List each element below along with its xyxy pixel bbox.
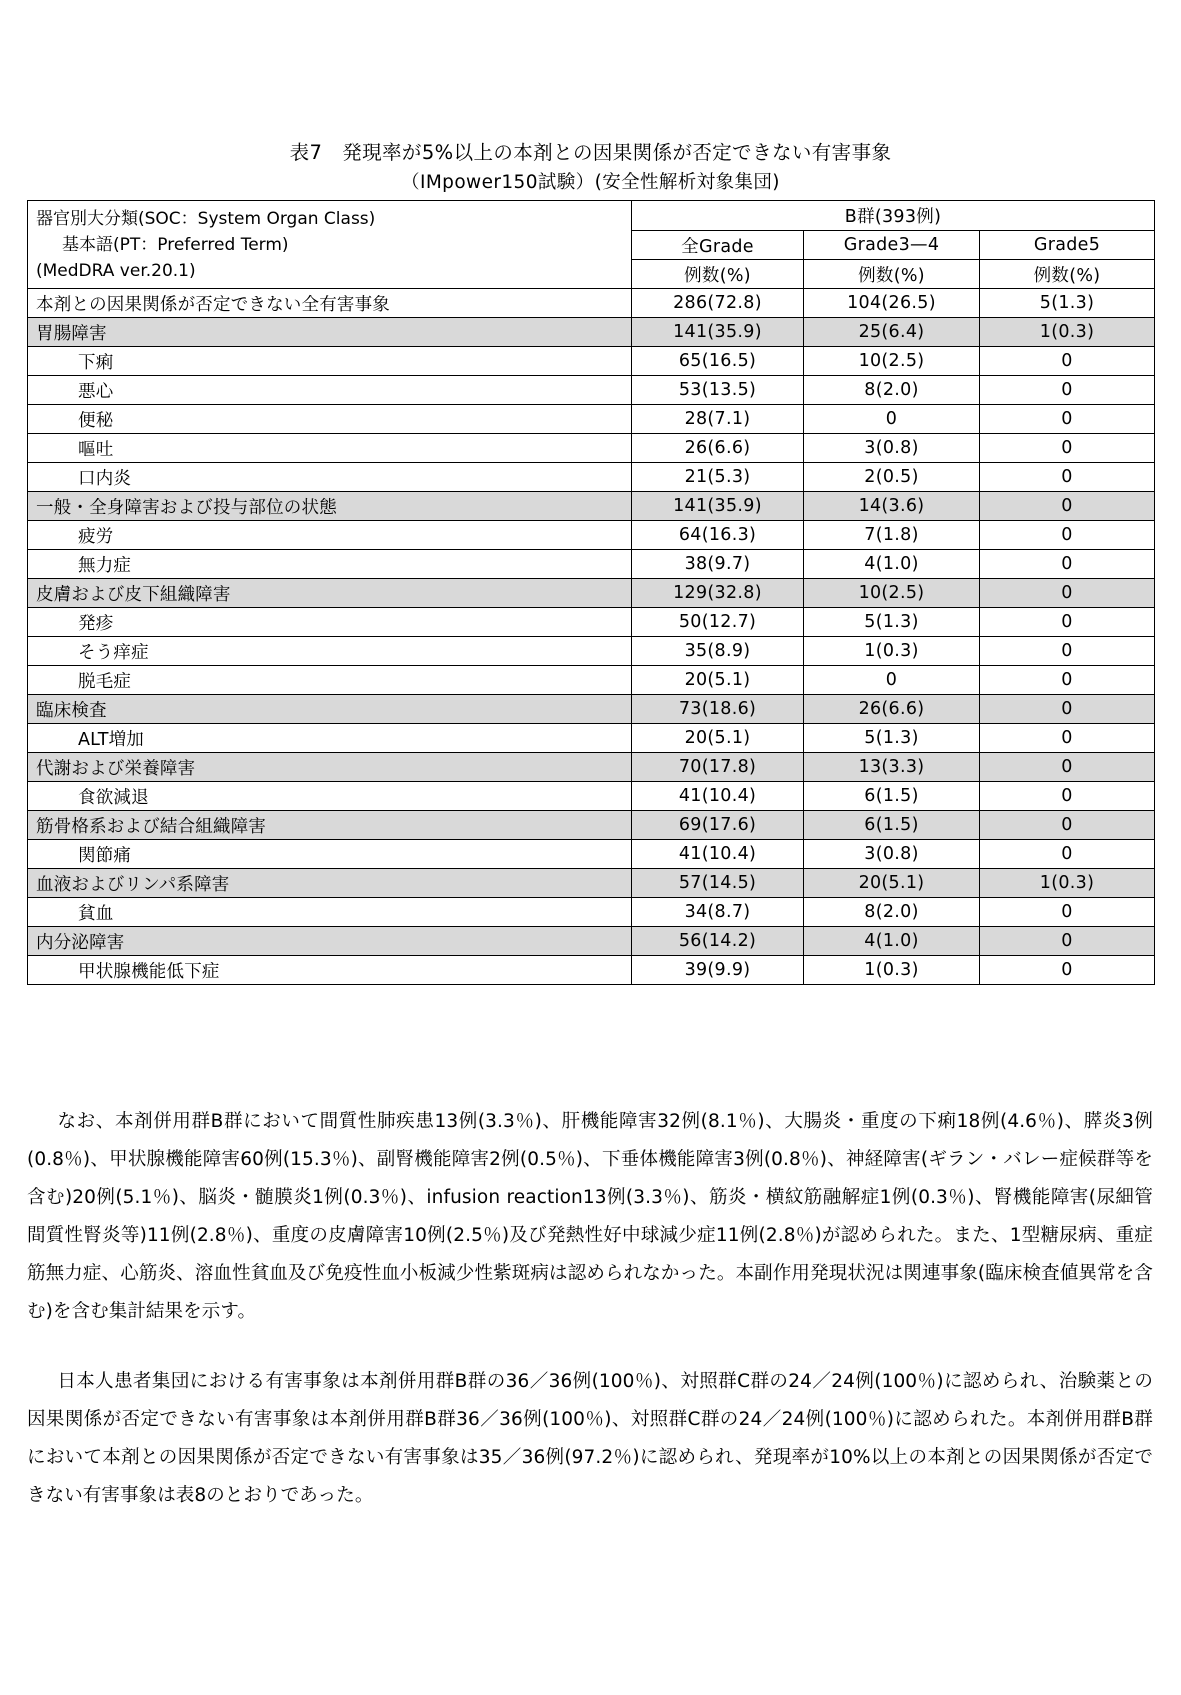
cell-g5: 0 xyxy=(980,927,1155,956)
cell-g34: 14(3.6) xyxy=(804,492,980,521)
cell-g34: 26(6.6) xyxy=(804,695,980,724)
cell-g5: 0 xyxy=(980,695,1155,724)
table-row xyxy=(28,347,1155,376)
cell-g5: 0 xyxy=(980,666,1155,695)
cell-all: 38(9.7) xyxy=(632,550,804,579)
header-count-all: 例数(%) xyxy=(632,260,804,289)
cell-all: 28(7.1) xyxy=(632,405,804,434)
table-row xyxy=(28,811,1155,840)
soc-term-cell: 胃腸障害 xyxy=(28,318,632,347)
table-row xyxy=(28,434,1155,463)
pt-term-cell: 貧血 xyxy=(28,898,632,927)
cell-g34: 104(26.5) xyxy=(804,289,980,318)
pt-term-cell: 下痢 xyxy=(28,347,632,376)
table-row xyxy=(28,376,1155,405)
header-grade-5: Grade5 xyxy=(980,231,1155,260)
cell-all: 21(5.3) xyxy=(632,463,804,492)
table-title-line1: 表7 発現率が5%以上の本剤との因果関係が否定できない有害事象 xyxy=(289,141,892,164)
cell-g34: 5(1.3) xyxy=(804,724,980,753)
table-row xyxy=(28,666,1155,695)
cell-g5: 0 xyxy=(980,637,1155,666)
cell-all: 286(72.8) xyxy=(632,289,804,318)
table-title-line2: （IMpower150試験）(安全性解析対象集団) xyxy=(401,172,780,193)
cell-all: 141(35.9) xyxy=(632,492,804,521)
pt-term-cell: 関節痛 xyxy=(28,840,632,869)
soc-term-cell: 臨床検査 xyxy=(28,695,632,724)
header-count-3-4: 例数(%) xyxy=(804,260,980,289)
table-row xyxy=(28,289,1155,318)
cell-g34: 10(2.5) xyxy=(804,347,980,376)
cell-g5: 0 xyxy=(980,956,1155,985)
header-term-line1: 器官別大分類(SOC：System Organ Class) xyxy=(36,208,376,229)
pt-term-cell: 口内炎 xyxy=(28,463,632,492)
cell-all: 141(35.9) xyxy=(632,318,804,347)
cell-all: 53(13.5) xyxy=(632,376,804,405)
cell-g5: 0 xyxy=(980,463,1155,492)
pt-term-cell: 発疹 xyxy=(28,608,632,637)
cell-g5: 0 xyxy=(980,840,1155,869)
cell-g5: 0 xyxy=(980,376,1155,405)
soc-term-cell: 内分泌障害 xyxy=(28,927,632,956)
cell-g34: 7(1.8) xyxy=(804,521,980,550)
cell-g34: 10(2.5) xyxy=(804,579,980,608)
pt-term-cell: ALT増加 xyxy=(28,724,632,753)
cell-all: 26(6.6) xyxy=(632,434,804,463)
cell-g5: 0 xyxy=(980,724,1155,753)
table-row xyxy=(28,405,1155,434)
table-body xyxy=(28,289,1155,985)
table-row xyxy=(28,318,1155,347)
cell-g5: 1(0.3) xyxy=(980,869,1155,898)
cell-g34: 3(0.8) xyxy=(804,840,980,869)
header-row-group xyxy=(28,201,1155,231)
pt-term-cell: 便秘 xyxy=(28,405,632,434)
paragraph-1-text: なお、本剤併用群B群において間質性肺疾患13例(3.3％)、肝機能障害32例(8.1％)、大腸炎・重度の下痢18例(4.6％)、膵炎3例(0.8％)、甲状腺機能障害60例(15.3％)、副腎機能障害2例(0.5％)、下垂体機能障害3例(0.8％)、神経障害(ギラン・バレー症候群等を含む)20例(5.1％)、脳炎・髄膜炎1例(0.3％)、infusion reaction13例(3.3％)、筋炎・横紋筋融解症1例(0.3％)、腎機能障害(尿細管間質性腎炎等)11例(2.8％)、重度の皮膚障害10例(2.5％)及び発熱性好中球減少症11例(2.8％)が認められた。また、1型糖尿病、重症筋無力症、心筋炎、溶血性貧血及び免疫性血小板減少性紫斑病は認められなかった。本副作用発現状況は関連事象(臨床検査値異常を含む)を含む集計結果を示す。 xyxy=(27,1111,1153,1322)
table-row xyxy=(28,724,1155,753)
cell-g5: 0 xyxy=(980,782,1155,811)
table-header xyxy=(28,201,1155,289)
cell-all: 129(32.8) xyxy=(632,579,804,608)
table-row xyxy=(28,840,1155,869)
adverse-events-table xyxy=(27,200,1155,985)
pt-term-cell: 脱毛症 xyxy=(28,666,632,695)
pt-term-cell: 甲状腺機能低下症 xyxy=(28,956,632,985)
cell-g5: 0 xyxy=(980,898,1155,927)
cell-g5: 5(1.3) xyxy=(980,289,1155,318)
cell-all: 34(8.7) xyxy=(632,898,804,927)
table-row xyxy=(28,695,1155,724)
cell-all: 50(12.7) xyxy=(632,608,804,637)
cell-all: 56(14.2) xyxy=(632,927,804,956)
table-title xyxy=(0,138,1181,198)
cell-g34: 25(6.4) xyxy=(804,318,980,347)
pt-term-cell: 疲労 xyxy=(28,521,632,550)
cell-g34: 1(0.3) xyxy=(804,956,980,985)
table-row xyxy=(28,579,1155,608)
cell-g34: 0 xyxy=(804,405,980,434)
pt-term-cell: そう痒症 xyxy=(28,637,632,666)
paragraph-2-text: 日本人患者集団における有害事象は本剤併用群B群の36／36例(100％)、対照群C群の24／24例(100％)に認められ、治験薬との因果関係が否定できない有害事象は本剤併用群B群36／36例(100％)、対照群C群の24／24例(100％)に認められた。本剤併用群B群において本剤との因果関係が否定できない有害事象は35／36例(97.2％)に認められ、発現率が10%以上の本剤との因果関係が否定できない有害事象は表8のとおりであった。 xyxy=(27,1371,1153,1506)
cell-g5: 0 xyxy=(980,608,1155,637)
cell-g34: 4(1.0) xyxy=(804,550,980,579)
soc-term-cell: 皮膚および皮下組織障害 xyxy=(28,579,632,608)
soc-term-cell: 代謝および栄養障害 xyxy=(28,753,632,782)
pt-term-cell: 無力症 xyxy=(28,550,632,579)
paragraph-additional-events xyxy=(27,1103,1153,1331)
cell-all: 70(17.8) xyxy=(632,753,804,782)
cell-g5: 0 xyxy=(980,753,1155,782)
table-row xyxy=(28,956,1155,985)
total-term-cell: 本剤との因果関係が否定できない全有害事象 xyxy=(28,289,632,318)
cell-g5: 0 xyxy=(980,434,1155,463)
cell-all: 65(16.5) xyxy=(632,347,804,376)
pt-term-cell: 嘔吐 xyxy=(28,434,632,463)
soc-term-cell: 血液およびリンパ系障害 xyxy=(28,869,632,898)
header-grade-3-4: Grade3—4 xyxy=(804,231,980,260)
cell-g5: 0 xyxy=(980,521,1155,550)
paragraph-japanese-subgroup xyxy=(27,1363,1153,1515)
cell-all: 41(10.4) xyxy=(632,782,804,811)
cell-all: 57(14.5) xyxy=(632,869,804,898)
soc-term-cell: 筋骨格系および結合組織障害 xyxy=(28,811,632,840)
cell-all: 20(5.1) xyxy=(632,724,804,753)
cell-g5: 0 xyxy=(980,405,1155,434)
soc-term-cell: 一般・全身障害および投与部位の状態 xyxy=(28,492,632,521)
cell-g34: 3(0.8) xyxy=(804,434,980,463)
table-row xyxy=(28,869,1155,898)
header-grade-all: 全Grade xyxy=(632,231,804,260)
cell-g34: 6(1.5) xyxy=(804,782,980,811)
cell-g34: 6(1.5) xyxy=(804,811,980,840)
cell-g34: 4(1.0) xyxy=(804,927,980,956)
cell-all: 20(5.1) xyxy=(632,666,804,695)
cell-g34: 1(0.3) xyxy=(804,637,980,666)
table-row xyxy=(28,521,1155,550)
table-row xyxy=(28,463,1155,492)
cell-all: 39(9.9) xyxy=(632,956,804,985)
table-row xyxy=(28,550,1155,579)
table-row xyxy=(28,782,1155,811)
cell-g5: 0 xyxy=(980,492,1155,521)
cell-all: 73(18.6) xyxy=(632,695,804,724)
header-group-label: B群(393例) xyxy=(632,201,1155,231)
header-term-line2: 基本語(PT：Preferred Term) xyxy=(62,234,289,255)
adverse-events-table-container xyxy=(27,200,1154,985)
table-row xyxy=(28,492,1155,521)
cell-all: 41(10.4) xyxy=(632,840,804,869)
table-row xyxy=(28,753,1155,782)
cell-g34: 20(5.1) xyxy=(804,869,980,898)
table-row xyxy=(28,898,1155,927)
table-row xyxy=(28,608,1155,637)
cell-g5: 0 xyxy=(980,579,1155,608)
pt-term-cell: 食欲減退 xyxy=(28,782,632,811)
table-row xyxy=(28,927,1155,956)
table-row xyxy=(28,637,1155,666)
cell-all: 64(16.3) xyxy=(632,521,804,550)
cell-g5: 0 xyxy=(980,811,1155,840)
cell-all: 69(17.6) xyxy=(632,811,804,840)
header-term-cell xyxy=(28,201,632,289)
cell-g34: 0 xyxy=(804,666,980,695)
cell-g5: 1(0.3) xyxy=(980,318,1155,347)
cell-g34: 8(2.0) xyxy=(804,898,980,927)
cell-g5: 0 xyxy=(980,347,1155,376)
cell-all: 35(8.9) xyxy=(632,637,804,666)
pt-term-cell: 悪心 xyxy=(28,376,632,405)
cell-g5: 0 xyxy=(980,550,1155,579)
cell-g34: 8(2.0) xyxy=(804,376,980,405)
cell-g34: 5(1.3) xyxy=(804,608,980,637)
cell-g34: 2(0.5) xyxy=(804,463,980,492)
header-term-line3: (MedDRA ver.20.1) xyxy=(36,260,196,281)
header-count-5: 例数(%) xyxy=(980,260,1155,289)
cell-g34: 13(3.3) xyxy=(804,753,980,782)
